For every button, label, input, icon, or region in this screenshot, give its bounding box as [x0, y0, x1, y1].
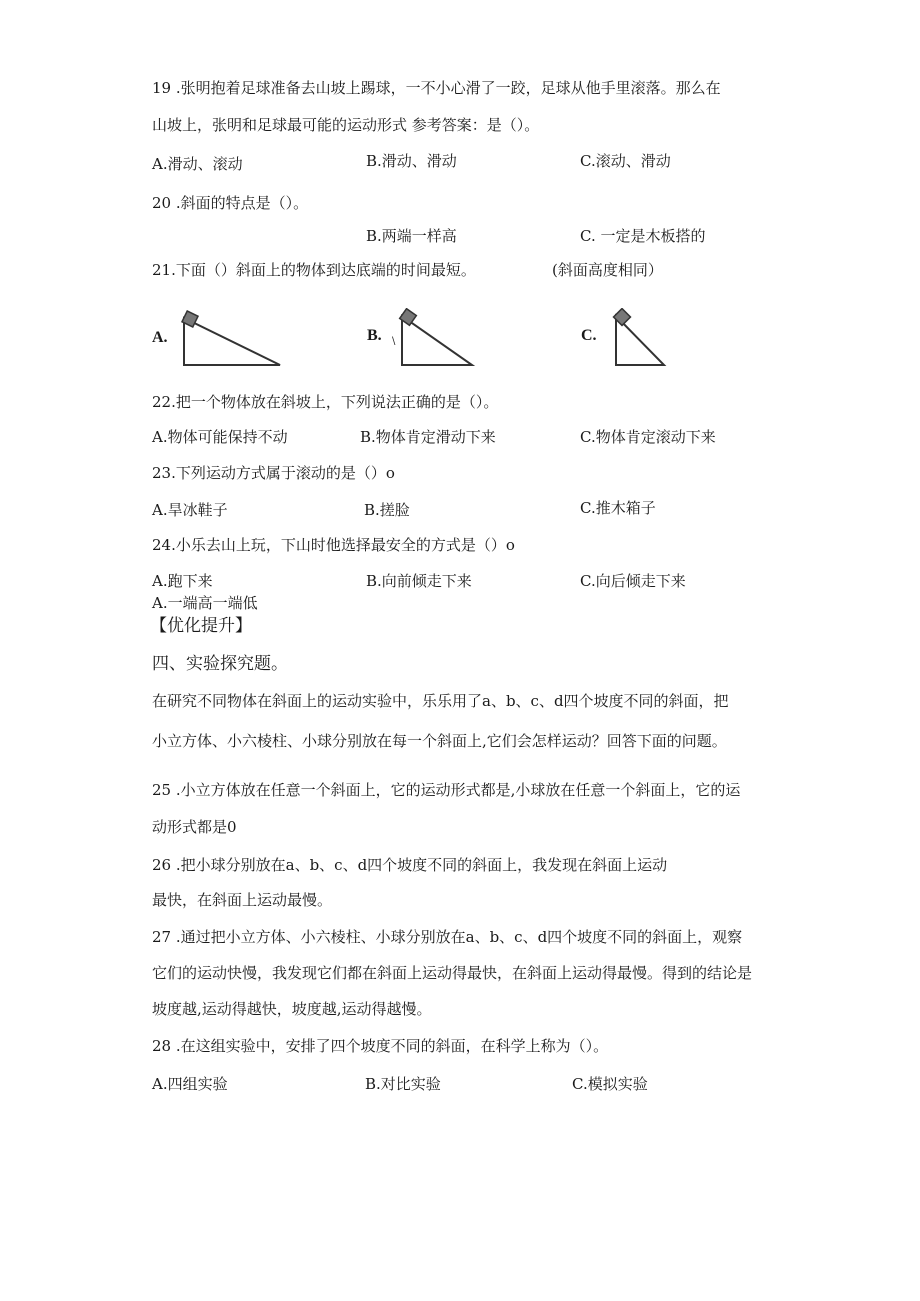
q21-stem: 21.下面（）斜面上的物体到达底端的时间最短。: [152, 261, 476, 279]
q27-line1: 27 .通过把小立方体、小六棱柱、小球分别放在a、b、c、d四个坡度不同的斜面上，观察: [152, 928, 743, 946]
q23-option-a: A.旱冰鞋子: [152, 501, 228, 519]
q22-stem: 22.把一个物体放在斜坡上，下列说法正确的是（）。: [152, 393, 499, 411]
q25-line1: 25 .小立方体放在任意一个斜面上，它的运动形式都是,小球放在任意一个斜面上，它的运: [152, 781, 741, 799]
q21-note: (斜面高度相同）: [552, 261, 663, 279]
q21-figure-b-mark: \: [392, 336, 396, 347]
q19-option-c: C.滚动、滑动: [580, 152, 671, 170]
intro-line2: 小立方体、小六棱柱、小球分别放在每一个斜面上,它们会怎样运动？回答下面的问题。: [152, 732, 727, 750]
q21-slope-a-figure: [180, 310, 282, 368]
q28-option-b: B.对比实验: [365, 1075, 441, 1093]
q19-option-a: A.滑动、滚动: [152, 155, 243, 173]
q25-line2: 动形式都是0: [152, 818, 237, 836]
q28-stem: 28 .在这组实验中，安排了四个坡度不同的斜面，在科学上称为（）。: [152, 1037, 609, 1055]
q22-option-b: B.物体肯定滑动下来: [360, 428, 496, 446]
q21-figure-a-label: A.: [152, 329, 168, 346]
q23-stem: 23.下列运动方式属于滚动的是（）o: [152, 464, 395, 482]
q28-option-a: A.四组实验: [152, 1075, 228, 1093]
q21-slope-c-figure: [610, 308, 668, 368]
q27-line3: 坡度越,运动得越快，坡度越,运动得越慢。: [152, 1000, 432, 1018]
q23-option-b: B.搓脸: [364, 501, 410, 519]
q21-figure-b-label: B.: [367, 327, 382, 344]
q19-option-b: B.滑动、滑动: [366, 152, 457, 170]
q19-stem-line1: 19 .张明抱着足球准备去山坡上踢球，一不小心滑了一跤，足球从他手里滚落。那么在: [152, 79, 721, 97]
q24-option-c: C.向后倾走下来: [580, 572, 686, 590]
youhua-heading: 【优化提升】: [150, 616, 252, 636]
q26-line2: 最快，在斜面上运动最慢。: [152, 891, 333, 909]
q20-option-c: C. 一定是木板搭的: [580, 227, 706, 245]
q21-figure-c-label: C.: [581, 327, 597, 344]
q21-slope-b-figure: [396, 308, 476, 368]
q23-option-c: C.推木箱子: [580, 499, 656, 517]
q20-stem: 20 .斜面的特点是（）。: [152, 194, 309, 212]
intro-line1: 在研究不同物体在斜面上的运动实验中，乐乐用了a、b、c、d四个坡度不同的斜面，把: [152, 692, 729, 710]
q24-option-b: B.向前倾走下来: [366, 572, 472, 590]
q24-option-a: A.跑下来: [152, 572, 213, 590]
q26-line1: 26 .把小球分别放在a、b、c、d四个坡度不同的斜面上，我发现在斜面上运动: [152, 856, 668, 874]
q24-stem: 24.小乐去山上玩，下山时他选择最安全的方式是（）o: [152, 536, 515, 554]
q20-option-a: A.一端高一端低: [152, 594, 258, 612]
section-four-title: 四、实验探究题。: [152, 654, 288, 674]
q27-line2: 它们的运动快慢，我发现它们都在斜面上运动得最快，在斜面上运动得最慢。得到的结论是: [152, 964, 753, 982]
q22-option-a: A.物体可能保持不动: [152, 428, 288, 446]
q28-option-c: C.模拟实验: [572, 1075, 648, 1093]
q22-option-c: C.物体肯定滚动下来: [580, 428, 716, 446]
q20-option-b: B.两端一样高: [366, 227, 457, 245]
q19-stem-line2: 山坡上，张明和足球最可能的运动形式 参考答案：是（）。: [152, 116, 540, 134]
